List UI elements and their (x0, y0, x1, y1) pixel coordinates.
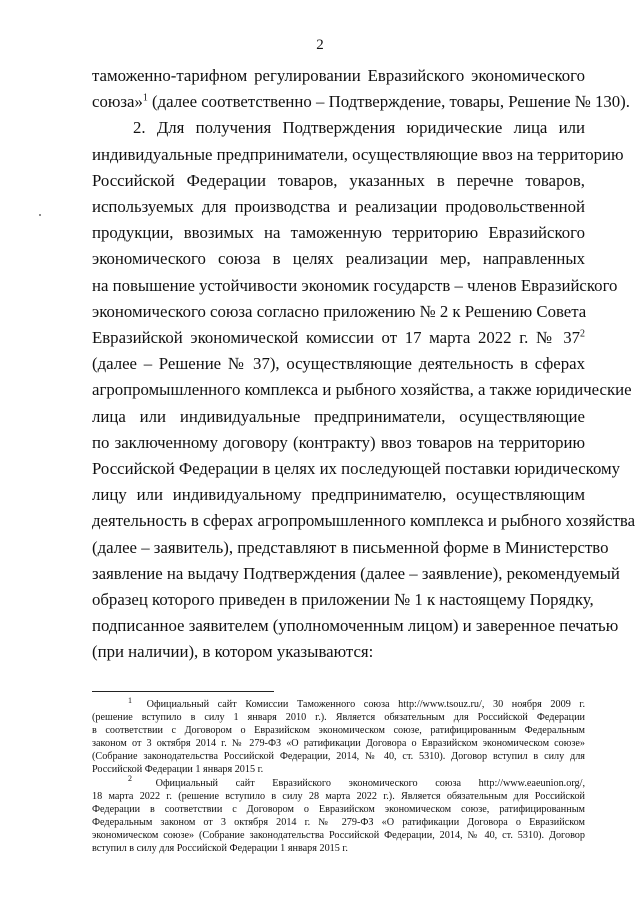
body-line: Российской Федерации в целях их последующей поставки юридическому (92, 459, 621, 479)
footnote-line: вступил в силу для Российской Федерации 1 января 2015 г. (92, 843, 348, 855)
body-text (92, 63, 636, 666)
footnote-reference: 2 (580, 328, 585, 340)
footnote-line: $^2$ Официальный сайт Евразийского экономического союза http://www.eaeunion.org/, (128, 774, 585, 789)
body-line: заявление на выдачу Подтверждения (далее – заявление), рекомендуемый (92, 563, 620, 583)
body-line: (далее – Решение № 37), осуществляющие деятельность в сферах (92, 354, 585, 374)
footnote-line: Российской Федерации 1 января 2015 г. (92, 764, 264, 776)
body-line: (при наличии), в котором указываются: (92, 642, 374, 662)
footnote-line: $^1$ Официальный сайт Комиссии Таможенного союза http://www.tsouz.ru/, 30 ноября 2009 г. (128, 695, 585, 710)
body-line: продукции, ввозимых на таможенную территорию Евразийского (92, 223, 585, 243)
footnote-reference: 1 (142, 92, 148, 104)
body-line: таможенно-тарифном регулировании Евразийского экономического (92, 66, 585, 85)
footnote-reference: 2 (128, 774, 132, 784)
footnote-line: 18 марта 2022 г. (решение вступило в силу 28 марта 2022 г.). Является обязательным для Российской (92, 790, 585, 802)
footnote-separator (92, 691, 274, 692)
body-line: подписанное заявителем (уполномоченным лицом) и заверенное печатью (92, 616, 619, 636)
body-line: лицу или индивидуальному предпринимателю, осуществляющим (92, 485, 585, 505)
body-line: используемых для производства и реализации продовольственной (92, 197, 585, 217)
footnote-line: Федеральным законом от 3 октября 2014 г. № 279-ФЗ «О ратификации Договора о Евразийском (92, 816, 585, 828)
footnote-reference: 1 (128, 695, 132, 705)
body-line: на повышение устойчивости экономик государств – членов Евразийского (92, 275, 618, 295)
body-line: лица или индивидуальные предприниматели, осуществляющие (92, 406, 585, 426)
body-line: деятельность в сферах агропромышленного комплекса и рыбного хозяйства (92, 511, 636, 531)
footnote-line: экономическом союзе» (Собрание законодательства Российской Федерации, 2014, № 40, ст. 5310). Договор (92, 829, 585, 841)
body-line: 2. Для получения Подтверждения юридические лица или (133, 118, 585, 138)
body-line: экономического союза в целях реализации мер, направленных (92, 249, 585, 269)
body-line: индивидуальные предприниматели, осуществляющие ввоз на территорию (92, 144, 624, 164)
body-line: экономического союза согласно приложению № 2 к Решению Совета (92, 301, 587, 321)
footnote-line: в соответствии с Договором о Евразийском экономическом союзе, ратифицированным Федеральным (92, 725, 585, 737)
body-line: Российской Федерации товаров, указанных в перечне товаров, (92, 170, 585, 190)
footnotes (92, 695, 585, 855)
footnote-line: (Собрание законодательства Российской Федерации, 2014, № 40, ст. 5310). Договор вступил в силу для (92, 751, 585, 763)
body-line: (далее – заявитель), представляют в письменной форме в Министерство (92, 537, 609, 557)
footnote-line: Федерации в соответствии с Договором о Евразийском экономическом союзе, ратифицированным (92, 803, 585, 815)
footnote-line: (решение вступило в силу 1 января 2010 г.). Является обязательным для Российской Федерации (92, 712, 585, 724)
body-line: образец которого приведен в приложении № 1 к настоящему Порядку, (92, 590, 594, 610)
footnote-line: законом от 3 октября 2014 г. № 279-ФЗ «О ратификации Договора о Евразийском экономическом союзе» (92, 738, 585, 750)
body-line: Евразийской экономической комиссии от 17 марта 2022 г. № $37^2$ (92, 328, 585, 348)
scan-speck (39, 214, 41, 216)
page-number: 2 (316, 37, 324, 53)
body-line: по заключенному договору (контракту) ввоз товаров на территорию (92, 432, 585, 452)
body-line: союза»$^1$ (далее соответственно – Подтверждение, товары, Решение № 130). (92, 92, 630, 112)
body-line: агропромышленного комплекса и рыбного хозяйства, а также юридические (92, 380, 632, 400)
